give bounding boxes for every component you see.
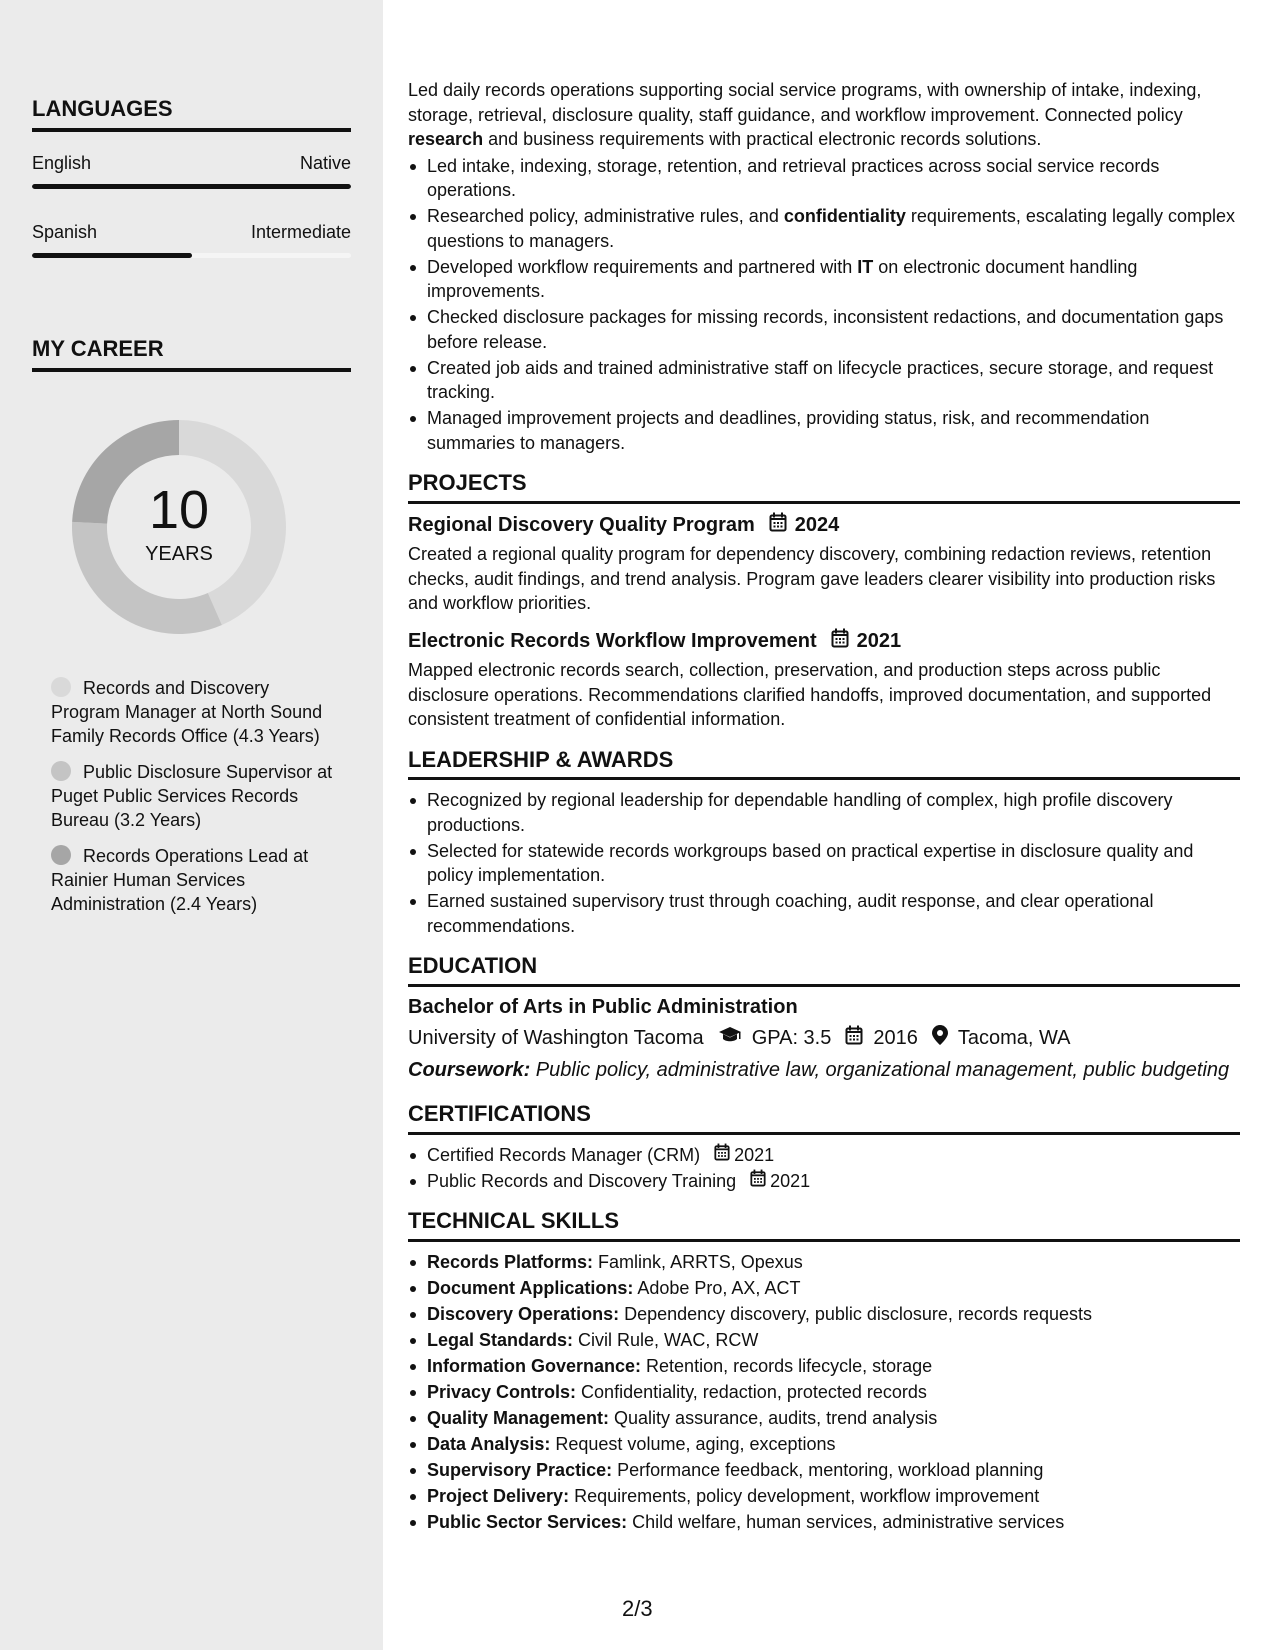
project-name: Electronic Records Workflow Improvement <box>408 629 817 652</box>
project-title <box>408 628 1240 655</box>
calendar-icon <box>845 1025 863 1052</box>
skill-item: Supervisory Practice: Performance feedback, mentoring, workload planning <box>408 1458 1240 1483</box>
education-gpa: GPA: 3.5 <box>751 1027 832 1049</box>
career-title: MY CAREER <box>32 336 351 372</box>
leadership-item: Selected for statewide records workgroups based on practical expertise in disclosure quality and policy implementation. <box>408 839 1240 888</box>
language-level: Intermediate <box>250 222 351 242</box>
projects-title: PROJECTS <box>408 471 1240 504</box>
language-level: Native <box>299 153 351 173</box>
language-name: English <box>32 153 92 173</box>
skills-title: TECHNICAL SKILLS <box>408 1209 1240 1242</box>
page-number: 2/3 <box>622 1596 653 1621</box>
calendar-icon <box>769 512 787 539</box>
skill-item: Quality Management: Quality assurance, audits, trend analysis <box>408 1406 1240 1431</box>
project-item <box>408 512 1240 616</box>
legend-dot <box>51 845 71 865</box>
skill-item: Document Applications: Adobe Pro, AX, ACT <box>408 1276 1240 1301</box>
project-title <box>408 512 1240 539</box>
project-desc: Created a regional quality program for dependency discovery, combining redaction reviews, retention checks, audit findings, and trend analysis. Program gave leaders clearer visibility into production risks and workflow priorities. <box>408 544 1216 613</box>
certifications-list <box>408 1143 1240 1194</box>
skill-item: Public Sector Services: Child welfare, human services, administrative services <box>408 1510 1240 1535</box>
certifications-title: CERTIFICATIONS <box>408 1102 1240 1135</box>
education-details <box>408 1025 1240 1052</box>
legend-dot <box>51 761 71 781</box>
leadership-item: Recognized by regional leadership for dependable handling of complex, high profile discovery productions. <box>408 788 1240 837</box>
language-bar-fill <box>32 184 351 189</box>
education-school: University of Washington Tacoma <box>408 1027 704 1049</box>
legend-item <box>51 676 341 748</box>
experience-summary: Led daily records operations supporting social service programs, with ownership of intake, indexing, storage, retrieval, disclosure quality, staff guidance, and workflow improvement. Connected policy research and business requirements with practical electronic records solutions. <box>408 80 1202 149</box>
calendar-icon <box>831 628 849 655</box>
experience-bullet: Checked disclosure packages for missing records, inconsistent redactions, and documentation gaps before release. <box>408 305 1240 354</box>
experience-bullet: Researched policy, administrative rules, and confidentiality requirements, escalating legally complex questions to managers. <box>408 204 1240 253</box>
legend-text: Records Operations Lead at Rainier Human Services Administration (2.4 Years) <box>51 846 309 914</box>
career-total-label: YEARS <box>145 542 213 565</box>
language-bar-english <box>32 184 351 189</box>
leadership-list <box>408 788 1240 938</box>
main-content <box>408 78 1240 1536</box>
legend-item <box>51 760 341 832</box>
skills-list <box>408 1250 1240 1535</box>
skill-item: Discovery Operations: Dependency discovery, public disclosure, records requests <box>408 1302 1240 1327</box>
education-degree: Bachelor of Arts in Public Administration <box>408 995 798 1018</box>
donut-center <box>66 414 292 640</box>
experience-bullet: Created job aids and trained administrative staff on lifecycle practices, secure storage, and request tracking. <box>408 356 1240 405</box>
graduation-cap-icon <box>718 1026 742 1051</box>
language-row-english <box>32 153 351 174</box>
language-bar-spanish <box>32 253 351 258</box>
education-location: Tacoma, WA <box>957 1027 1071 1049</box>
leadership-title: LEADERSHIP & AWARDS <box>408 748 1240 781</box>
experience-bullet: Managed improvement projects and deadlines, providing status, risk, and recommendation summaries to managers. <box>408 406 1240 455</box>
certification-item: Certified Records Manager (CRM) 2021 <box>408 1143 1240 1168</box>
languages-title: LANGUAGES <box>32 96 351 132</box>
experience-bullet: Developed workflow requirements and partnered with IT on electronic document handling improvements. <box>408 255 1240 304</box>
skill-item: Project Delivery: Requirements, policy development, workflow improvement <box>408 1484 1240 1509</box>
map-pin-icon <box>932 1025 948 1052</box>
education-year: 2016 <box>873 1027 918 1049</box>
skill-item: Legal Standards: Civil Rule, WAC, RCW <box>408 1328 1240 1353</box>
calendar-icon <box>750 1169 766 1194</box>
skill-item: Data Analysis: Request volume, aging, exceptions <box>408 1432 1240 1457</box>
career-total-years: 10 <box>148 479 210 540</box>
leadership-item: Earned sustained supervisory trust through coaching, audit response, and clear operational recommendations. <box>408 889 1240 938</box>
language-bar-fill <box>32 253 192 258</box>
career-donut-chart <box>66 414 292 640</box>
certification-item: Public Records and Discovery Training 2021 <box>408 1169 1240 1194</box>
skill-item: Privacy Controls: Confidentiality, redaction, protected records <box>408 1380 1240 1405</box>
legend-text: Records and Discovery Program Manager at North Sound Family Records Office (4.3 Years) <box>51 678 323 746</box>
legend-text: Public Disclosure Supervisor at Puget Public Services Records Bureau (3.2 Years) <box>51 762 333 830</box>
language-row-spanish <box>32 222 351 243</box>
skill-item: Information Governance: Retention, records lifecycle, storage <box>408 1354 1240 1379</box>
project-name: Regional Discovery Quality Program <box>408 513 755 536</box>
education-title: EDUCATION <box>408 954 1240 987</box>
project-desc: Mapped electronic records search, collection, preservation, and production steps across public disclosure operations. Recommendations clarified handoffs, improved documentation, and supported consistent treatment of confidential information. <box>408 660 1212 729</box>
experience-bullet: Led intake, indexing, storage, retention, and retrieval practices across social service records operations. <box>408 154 1240 203</box>
project-item <box>408 628 1240 732</box>
education-coursework: Coursework: Public policy, administrative law, organizational management, public budgeting <box>408 1058 1230 1081</box>
project-year: 2024 <box>794 513 840 536</box>
sidebar <box>0 0 383 1650</box>
language-name: Spanish <box>32 222 98 242</box>
experience-bullets <box>408 154 1240 456</box>
legend-item <box>51 844 341 916</box>
skill-item: Records Platforms: Famlink, ARRTS, Opexus <box>408 1250 1240 1275</box>
calendar-icon <box>714 1143 730 1168</box>
career-legend <box>51 676 341 928</box>
legend-dot <box>51 677 71 697</box>
project-year: 2021 <box>856 629 902 652</box>
